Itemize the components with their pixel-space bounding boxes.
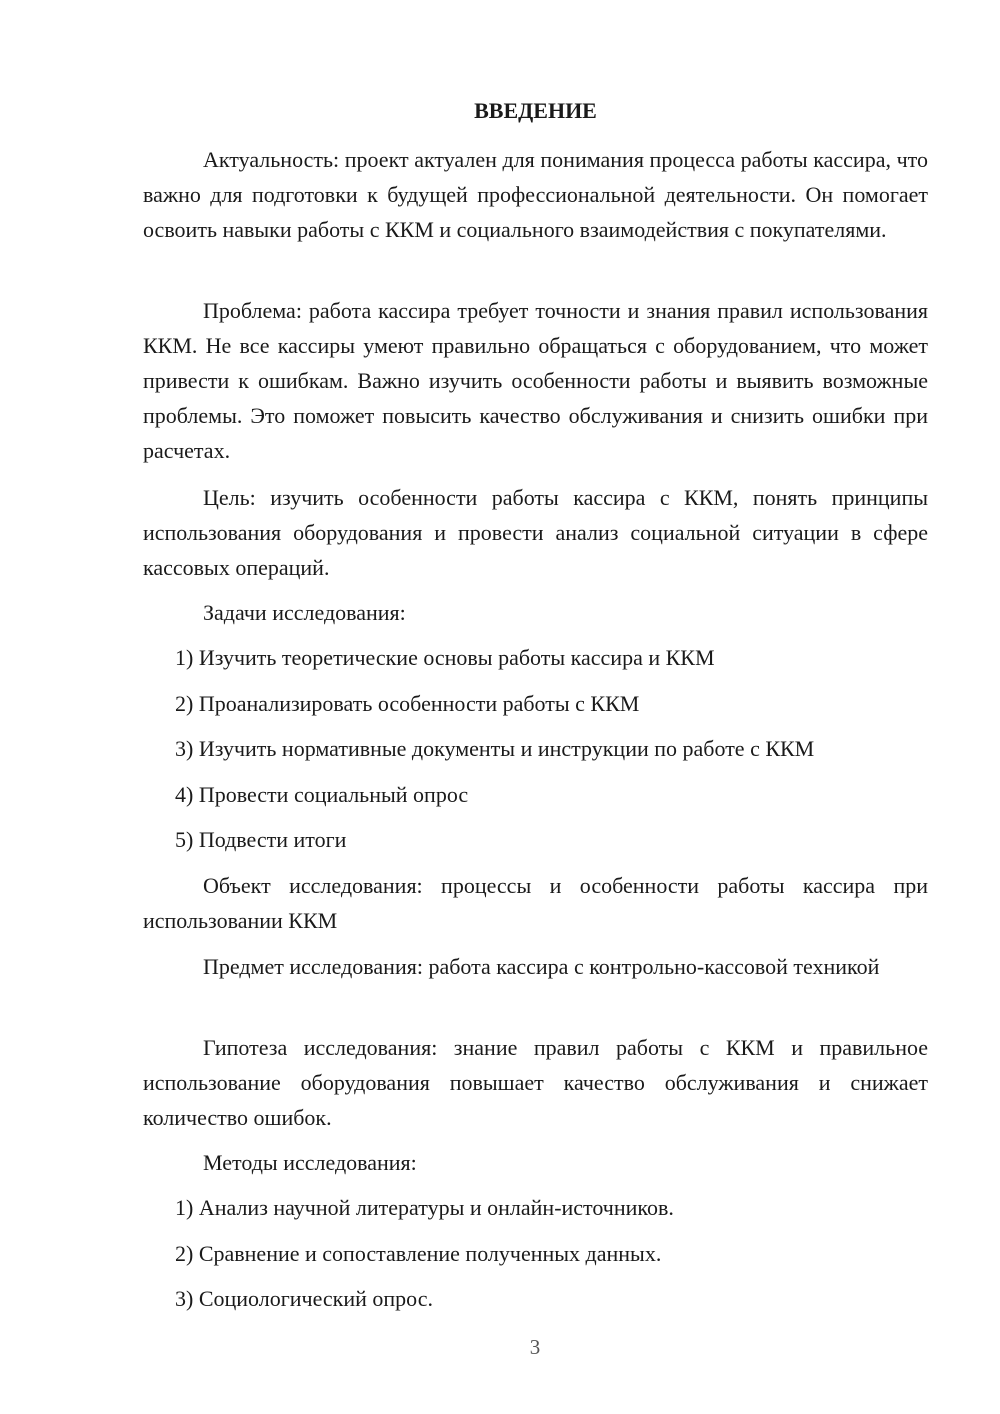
subject-paragraph: Предмет исследования: работа кассира с контрольно-кассовой техникой	[203, 954, 880, 979]
method-item: 2) Сравнение и сопоставление полученных данных.	[175, 1241, 662, 1266]
task-item: 5) Подвести итоги	[175, 827, 347, 852]
tasks-heading: Задачи исследования:	[203, 600, 406, 625]
section-title: ВВЕДЕНИЕ	[474, 98, 597, 123]
problem-paragraph: Проблема: работа кассира требует точности и знания правил использования ККМ. Не все кассиры умеют правильно обращаться с оборудованием, что может привести к ошибкам. Важно изучить особенности работы и выявить возможные проблемы. Это поможет повысить качество обслуживания и снизить ошибки при расчетах.	[143, 298, 928, 463]
hypothesis-paragraph: Гипотеза исследования: знание правил работы с ККМ и правильное использование оборудования повышает качество обслуживания и снижает количество ошибок.	[143, 1035, 928, 1130]
relevance-paragraph: Актуальность: проект актуален для понимания процесса работы кассира, что важно для подготовки к будущей профессиональной деятельности. Он помогает освоить навыки работы с ККМ и социального взаимодействия с покупателями.	[143, 147, 928, 242]
methods-heading: Методы исследования:	[203, 1150, 417, 1175]
task-item: 1) Изучить теоретические основы работы кассира и ККМ	[175, 645, 715, 670]
task-item: 3) Изучить нормативные документы и инструкции по работе с ККМ	[175, 736, 815, 761]
page-number: 3	[529, 1335, 541, 1359]
object-paragraph: Объект исследования: процессы и особенности работы кассира при использовании ККМ	[143, 873, 928, 933]
task-item: 2) Проанализировать особенности работы с ККМ	[175, 691, 640, 716]
goal-paragraph: Цель: изучить особенности работы кассира с ККМ, понять принципы использования оборудования и провести анализ социальной ситуации в сфере кассовых операций.	[143, 485, 928, 580]
method-item: 1) Анализ научной литературы и онлайн-источников.	[175, 1195, 674, 1220]
task-item: 4) Провести социальный опрос	[175, 782, 469, 807]
method-item: 3) Социологический опрос.	[175, 1286, 433, 1311]
